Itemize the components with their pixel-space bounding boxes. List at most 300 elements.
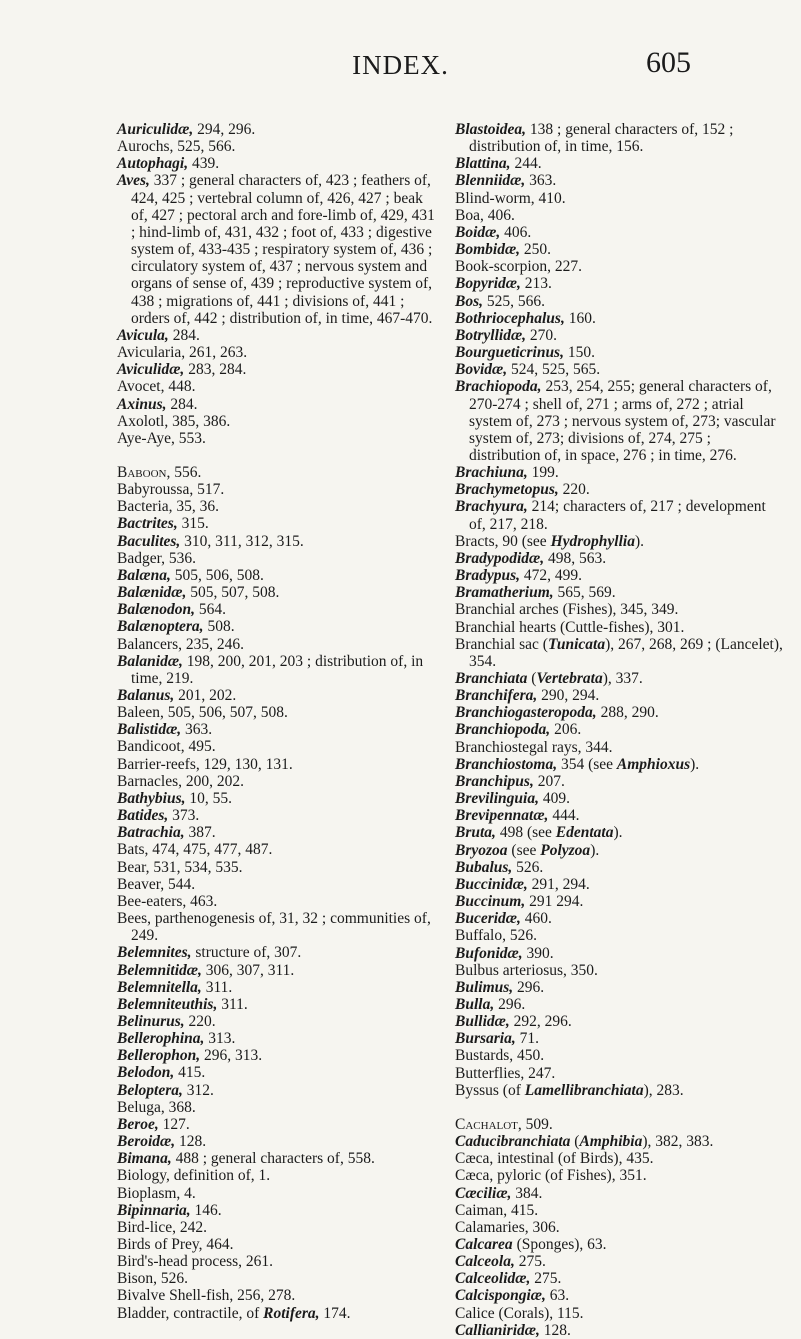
index-entry [117, 1253, 435, 1270]
index-term: Blattina, [455, 155, 511, 173]
index-entry [117, 515, 435, 532]
index-references: Calamaries, 306. [455, 1218, 560, 1236]
index-term: Bopyridæ, [455, 275, 521, 293]
index-references: 275. [514, 1253, 546, 1271]
index-entry [117, 1305, 435, 1322]
index-entry [117, 1219, 435, 1236]
index-references: 146. [190, 1201, 222, 1219]
index-entry [117, 430, 435, 447]
index-term: Balænodon, [117, 601, 195, 619]
index-cross-term: Polyzoa [540, 841, 591, 859]
index-entry [117, 1270, 435, 1287]
index-entry [117, 1030, 435, 1047]
index-entry [455, 1219, 785, 1236]
index-entry [117, 1099, 435, 1116]
index-references: 498, 563. [544, 549, 607, 567]
index-term: Calcispongiæ, [455, 1287, 546, 1305]
index-entry [455, 207, 785, 224]
index-term: Calcarea [455, 1236, 513, 1253]
index-references: Butterflies, 247. [455, 1064, 556, 1082]
section-spacer [117, 447, 435, 464]
index-references: 505, 507, 508. [186, 584, 280, 602]
index-term: Botryllidæ, [455, 326, 527, 344]
index-references: 250. [520, 241, 552, 259]
index-entry [455, 1253, 785, 1270]
index-references: Bison, 526. [117, 1270, 189, 1288]
index-term: Branchiata [455, 670, 528, 687]
index-entry [455, 1167, 785, 1184]
index-references: Calice (Corals), 115. [455, 1304, 584, 1322]
index-entry [117, 155, 435, 172]
index-references: structure of, 307. [191, 944, 302, 962]
index-entry [117, 1150, 435, 1167]
index-references: 199. [527, 464, 559, 482]
index-references: 10, 55. [185, 789, 232, 807]
index-term: Bactrites, [117, 515, 178, 533]
index-entry [455, 1305, 785, 1322]
index-references: 253, 254, 255; general characters of, 270-274 ; shell of, 271 ; arms of, 272 ; atrial system of, 273 ; nervous system of, 273; vascular system of, 273; divisions of, 274, 275 ; distribution of, in space, 276 ; in time, 276. [469, 378, 776, 464]
index-term: Batides, [117, 807, 169, 825]
index-references: 508. [203, 618, 235, 636]
index-entry [455, 1287, 785, 1304]
index-entry [455, 996, 785, 1013]
index-references: 284. [168, 326, 200, 344]
index-entry [117, 859, 435, 876]
index-cross-term: Tunicata [547, 635, 606, 653]
index-references: ( [527, 670, 537, 687]
index-references: 409. [538, 790, 570, 808]
index-references: 150. [563, 344, 595, 362]
index-references: 311. [217, 995, 248, 1013]
index-entry [455, 1047, 785, 1064]
index-references: 363. [181, 721, 213, 739]
index-entry [455, 1236, 785, 1253]
index-references: 313. [204, 1030, 236, 1048]
section-lead-term: Cachalot, [455, 1115, 522, 1133]
index-references: 284. [166, 395, 198, 413]
index-entry [117, 121, 435, 138]
index-term: Belemnites, [117, 944, 192, 962]
index-entry [117, 773, 435, 790]
index-term: Cæciliæ, [455, 1184, 512, 1202]
page-number: 605 [646, 46, 691, 79]
index-entry [455, 1185, 785, 1202]
index-term: Bourgueticrinus, [455, 344, 564, 362]
index-entry [455, 1270, 785, 1287]
index-references: Bustards, 450. [455, 1047, 545, 1065]
index-references: 214; characters of, 217 ; development of, 217, 218. [469, 498, 766, 533]
index-term: Bulimus, [455, 978, 514, 996]
index-references: Branchiostegal rays, 344. [455, 738, 613, 756]
index-references: 498 (see [495, 824, 556, 842]
index-cross-term: Lamellibranchiata [524, 1081, 644, 1099]
index-references: 565, 569. [553, 584, 616, 602]
index-entry [455, 962, 785, 979]
index-entry [455, 636, 785, 670]
index-term: Bos, [455, 292, 483, 310]
index-entry [455, 121, 785, 155]
index-entry [455, 824, 785, 841]
index-references: 220. [558, 481, 590, 499]
index-references: 306, 307, 311. [201, 961, 295, 979]
index-term: Balistidæ, [117, 721, 182, 739]
index-references: Baleen, 505, 506, 507, 508. [117, 704, 288, 722]
index-term: Branchipus, [455, 772, 534, 790]
index-references: 275. [530, 1270, 562, 1288]
index-references: Avicularia, 261, 263. [117, 344, 248, 362]
index-references: 244. [510, 155, 542, 173]
index-entry [117, 567, 435, 584]
index-references: 439. [188, 155, 220, 173]
index-entry [455, 910, 785, 927]
index-entry [117, 172, 435, 326]
index-entry [117, 962, 435, 979]
index-entry [455, 241, 785, 258]
index-entry [117, 738, 435, 755]
index-entry [455, 721, 785, 738]
index-term: Avicula, [117, 326, 169, 344]
index-references: Bivalve Shell-fish, 256, 278. [117, 1287, 296, 1305]
index-entry [117, 1167, 435, 1184]
index-term: Beroidæ, [117, 1133, 176, 1151]
index-entry [455, 927, 785, 944]
index-entry [455, 190, 785, 207]
index-term: Autophagi, [117, 155, 189, 173]
index-term: Bruta, [455, 824, 496, 842]
index-term: Calceolidæ, [455, 1270, 531, 1288]
index-references: 525, 566. [483, 292, 545, 310]
index-references: Bear, 531, 534, 535. [117, 858, 243, 876]
index-references: Bird's-head process, 261. [117, 1253, 274, 1271]
index-term: Brevilinguia, [455, 790, 539, 808]
index-references: 201, 202. [174, 687, 237, 704]
index-references: 294, 296. [193, 121, 256, 138]
index-references: Bulbus arteriosus, 350. [455, 961, 598, 979]
index-term: Baculites, [117, 532, 181, 550]
index-column-left [117, 121, 435, 1322]
index-references: 384. [511, 1184, 543, 1202]
index-references: 270. [526, 326, 558, 344]
index-entry [455, 533, 785, 550]
index-entry [117, 996, 435, 1013]
index-references: 315. [177, 515, 209, 533]
index-references: Bats, 474, 475, 477, 487. [117, 841, 273, 859]
index-entry [117, 790, 435, 807]
index-entry [117, 361, 435, 378]
index-term: Bipinnaria, [117, 1201, 191, 1219]
index-references: (see [507, 841, 541, 859]
index-entry [117, 1133, 435, 1150]
index-references: ( [570, 1133, 580, 1151]
index-entry [455, 704, 785, 721]
index-entry [117, 601, 435, 618]
index-entry [455, 1202, 785, 1219]
index-cross-term: Amphibia [579, 1133, 643, 1151]
index-entry [117, 550, 435, 567]
index-entry [117, 533, 435, 550]
index-references-tail: ). [613, 824, 623, 842]
index-entry [117, 498, 435, 515]
index-entry [117, 481, 435, 498]
index-entry [455, 1030, 785, 1047]
index-entry [455, 310, 785, 327]
index-entry [455, 361, 785, 378]
index-term: Bubalus, [455, 858, 513, 876]
index-references: 415. [174, 1064, 206, 1082]
index-term: Bimana, [117, 1150, 172, 1168]
index-references: Bandicoot, 495. [117, 738, 216, 756]
index-references: 291, 294. [527, 875, 590, 893]
index-references: Buffalo, 526. [455, 927, 537, 945]
index-references: 292, 296. [509, 1013, 572, 1031]
index-entry [455, 258, 785, 275]
index-entry [117, 807, 435, 824]
index-references: 460. [520, 910, 552, 928]
index-references: 128. [175, 1133, 207, 1151]
index-term: Belinurus, [117, 1012, 185, 1030]
index-references: 337 ; general characters of, 423 ; feathers of, 424, 425 ; vertebral column of, 426, 427 ; beak of, 427 ; pectoral arch and fore-limb of, 429, 431 ; hind-limb of, 431, 432 ; foot of, 433 ; digestive system of, 433-435 ; respiratory system of, 436 ; circulatory system of, 437 ; nervous system and organs of sense of, 439 ; reproductive system of, 438 ; migrations of, 441 ; divisions of, 441 ; orders of, 442 ; distribution of, in time, 467-470. [131, 172, 435, 327]
index-entry [455, 893, 785, 910]
index-term: Blastoidea, [455, 121, 527, 138]
index-references: Beaver, 544. [117, 875, 196, 893]
index-entry [455, 378, 785, 464]
index-references: Bracts, 90 (see [455, 532, 551, 550]
index-column-right [455, 121, 785, 1339]
index-references: Boa, 406. [455, 206, 515, 224]
index-entry [455, 1065, 785, 1082]
index-term: Buccinidæ, [455, 875, 528, 893]
index-references: Barnacles, 200, 202. [117, 772, 244, 790]
index-entry [117, 876, 435, 893]
index-term: Brachiopoda, [455, 378, 542, 396]
index-entry [117, 1013, 435, 1030]
index-references-tail: ). [634, 532, 644, 550]
index-references: 311. [201, 978, 233, 996]
index-entry [117, 413, 435, 430]
index-entry [455, 1150, 785, 1167]
index-cross-term: Vertebrata [536, 670, 603, 687]
index-references: Birds of Prey, 464. [117, 1236, 234, 1253]
index-entry [117, 704, 435, 721]
index-references: 213. [520, 275, 552, 293]
index-references: Axolotl, 385, 386. [117, 412, 231, 430]
index-entry [455, 1116, 785, 1133]
index-entry [117, 653, 435, 687]
index-references: 291 294. [525, 893, 584, 911]
index-entry [455, 687, 785, 704]
index-entry [117, 824, 435, 841]
index-entry [455, 172, 785, 189]
index-term: Beroe, [117, 1115, 159, 1133]
page-title: INDEX. [352, 50, 449, 80]
index-references: Cæca, intestinal (of Birds), 435. [455, 1150, 654, 1168]
index-entry [117, 1185, 435, 1202]
index-entry [455, 1322, 785, 1339]
index-term: Belodon, [117, 1064, 175, 1082]
index-entry [117, 327, 435, 344]
index-references: 488 ; general characters of, 558. [171, 1150, 375, 1168]
index-references: Balancers, 235, 246. [117, 635, 244, 653]
index-references: Aye-Aye, 553. [117, 429, 206, 447]
index-references: 472, 499. [520, 567, 583, 585]
index-entry [117, 396, 435, 413]
index-references: Badger, 536. [117, 549, 197, 567]
index-references: 505, 506, 508. [170, 566, 264, 584]
index-entry [117, 636, 435, 653]
index-term: Bellerophina, [117, 1030, 205, 1048]
index-entry [117, 378, 435, 395]
index-entry [117, 464, 435, 481]
index-references: 138 ; general characters of, 152 ; distribution of, in time, 156. [469, 121, 734, 156]
index-entry [455, 756, 785, 773]
index-term: Bothriocephalus, [455, 309, 565, 327]
index-references: Branchial arches (Fishes), 345, 349. [455, 601, 679, 619]
index-term: Brachymetopus, [455, 481, 559, 499]
index-entry [455, 550, 785, 567]
index-references: Biology, definition of, 1. [117, 1167, 271, 1185]
index-entry [117, 841, 435, 858]
index-term: Aves, [117, 172, 150, 190]
index-references: 288, 290. [596, 704, 659, 722]
index-entry [455, 807, 785, 824]
index-references: 220. [184, 1012, 216, 1030]
index-entry [455, 293, 785, 310]
index-entry [117, 1064, 435, 1081]
index-entry [455, 481, 785, 498]
index-references: Bird-lice, 242. [117, 1218, 207, 1236]
index-entry [117, 1047, 435, 1064]
index-entry [455, 1082, 785, 1099]
section-spacer [455, 1099, 785, 1116]
index-references: Bioplasm, 4. [117, 1184, 196, 1202]
index-entry [455, 945, 785, 962]
index-term: Boidæ, [455, 223, 501, 241]
index-entry [455, 155, 785, 172]
index-entry [455, 464, 785, 481]
index-entry [455, 842, 785, 859]
index-cross-term: Hydrophyllia [550, 532, 635, 550]
index-references: 296. [513, 978, 545, 996]
index-term: Aviculidæ, [117, 361, 185, 379]
index-term: Balanus, [117, 687, 175, 704]
index-references: 444. [548, 807, 580, 825]
index-references: 296, 313. [200, 1047, 263, 1065]
index-cross-term: Amphioxus [616, 755, 691, 773]
index-entry [455, 739, 785, 756]
index-term: Branchiopoda, [455, 721, 551, 739]
index-references: 509. [521, 1115, 553, 1133]
index-references: 160. [564, 309, 596, 327]
index-term: Balæna, [117, 566, 171, 584]
index-references: 290, 294. [537, 687, 600, 705]
index-references: Avocet, 448. [117, 378, 196, 396]
index-references: 128. [539, 1321, 571, 1339]
index-references: 207. [533, 772, 565, 790]
index-term: Brevipennatæ, [455, 807, 549, 825]
index-term: Bulla, [455, 995, 495, 1013]
index-references: 390. [522, 944, 554, 962]
index-term: Bufonidæ, [455, 944, 523, 962]
index-term: Brachiuna, [455, 464, 528, 482]
index-references: Aurochs, 525, 566. [117, 138, 236, 156]
index-references: 283, 284. [184, 361, 247, 379]
index-entry [455, 876, 785, 893]
index-references: Bees, parthenogenesis of, 31, 32 ; communities of, 249. [117, 910, 431, 945]
index-references: 524, 525, 565. [507, 361, 601, 379]
index-references: Bladder, contractile, of [117, 1304, 264, 1322]
index-entry [117, 893, 435, 910]
index-term: Blenniidæ, [455, 172, 526, 190]
index-references: Blind-worm, 410. [455, 189, 566, 207]
index-references: 387. [184, 824, 216, 842]
index-term: Bombidæ, [455, 241, 521, 259]
index-references: Branchial sac ( [455, 635, 548, 653]
index-entry [117, 1236, 435, 1253]
index-term: Bramatherium, [455, 584, 554, 602]
index-entry [117, 584, 435, 601]
index-references: Bacteria, 35, 36. [117, 498, 220, 516]
index-entry [455, 224, 785, 241]
index-references: Barrier-reefs, 129, 130, 131. [117, 755, 293, 773]
index-term: Buccinum, [455, 893, 526, 911]
index-references: 564. [194, 601, 226, 619]
index-entry [117, 756, 435, 773]
index-entry [117, 979, 435, 996]
index-entry [117, 1116, 435, 1133]
index-references-tail: ), 337. [602, 670, 643, 687]
index-term: Balanidæ, [117, 652, 183, 670]
index-entry [455, 327, 785, 344]
index-term: Auriculidæ, [117, 121, 194, 138]
index-references: 127. [158, 1115, 190, 1133]
index-entry [117, 944, 435, 961]
index-references: 310, 311, 312, 315. [180, 532, 304, 550]
index-entry [117, 1287, 435, 1304]
index-entry [117, 721, 435, 738]
index-references: 406. [500, 223, 532, 241]
index-term: Branchiostoma, [455, 755, 558, 773]
index-references-tail: ), 382, 383. [642, 1133, 714, 1151]
index-term: Calceola, [455, 1253, 515, 1271]
index-term: Axinus, [117, 395, 167, 413]
index-term: Brachyura, [455, 498, 528, 516]
index-references-tail: ). [690, 755, 700, 773]
index-term: Bryozoa [455, 841, 508, 859]
index-references: Branchial hearts (Cuttle-fishes), 301. [455, 618, 685, 636]
index-references: 296. [494, 995, 526, 1013]
index-term: Belemnitidæ, [117, 961, 202, 979]
index-cross-term: Rotifera, [263, 1304, 320, 1322]
index-term: Bovidæ, [455, 361, 508, 379]
index-entry [455, 790, 785, 807]
index-term: Bursaria, [455, 1030, 516, 1048]
index-entry [455, 584, 785, 601]
index-entry [117, 687, 435, 704]
index-term: Branchiogasteropoda, [455, 704, 597, 722]
section-lead-term: Baboon, [117, 463, 171, 481]
index-term: Branchifera, [455, 687, 538, 705]
index-references: 312. [182, 1081, 214, 1099]
index-entry [455, 1013, 785, 1030]
index-references-tail: 174. [319, 1304, 351, 1322]
index-entry [455, 670, 785, 687]
index-references: Bee-eaters, 463. [117, 892, 218, 910]
index-entry [117, 1202, 435, 1219]
index-term: Balænoptera, [117, 618, 204, 636]
index-references: Beluga, 368. [117, 1098, 196, 1116]
index-references: 526. [512, 858, 544, 876]
index-references: Babyroussa, 517. [117, 481, 225, 499]
